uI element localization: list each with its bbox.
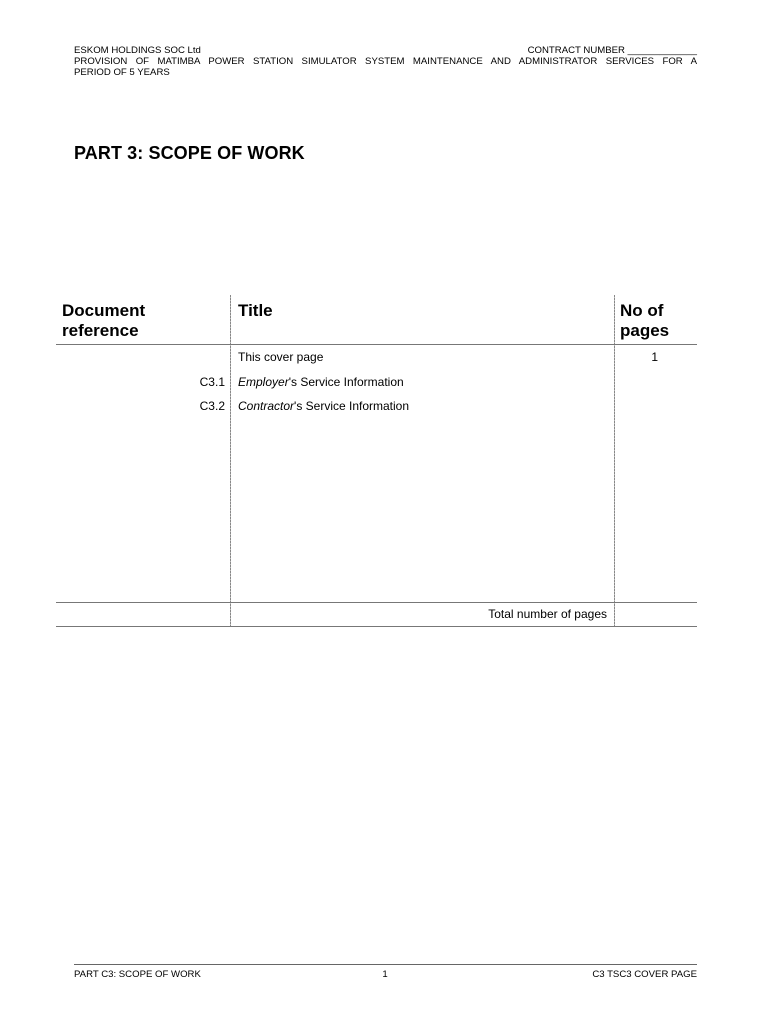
table-header-rule [56, 344, 697, 345]
column-header-title: Title [238, 301, 273, 320]
table-bottom-rule [56, 626, 697, 627]
footer-right: C3 TSC3 COVER PAGE [592, 969, 697, 980]
total-pages-label: Total number of pages [488, 607, 607, 621]
footer-rule [74, 964, 697, 965]
column-header-no-of-pages [620, 301, 669, 341]
contract-number: CONTRACT NUMBER _____________ [527, 45, 697, 56]
row-3-title-text: 's Service Information [294, 399, 410, 413]
contract-description-line2: PERIOD OF 5 YEARS [74, 67, 170, 78]
row-2-title-italic: Employer [238, 375, 289, 389]
page-title: PART 3: SCOPE OF WORK [74, 143, 305, 163]
column-header-document-reference-line2: reference [62, 321, 139, 340]
column-header-document-reference [62, 301, 145, 341]
contract-description-line1: PROVISION OF MATIMBA POWER STATION SIMULATOR SYSTEM MAINTENANCE AND ADMINISTRATOR SERVICES FOR A [74, 56, 697, 67]
row-3-title [238, 399, 409, 413]
row-2-title-text: 's Service Information [288, 375, 404, 389]
company-name: ESKOM HOLDINGS SOC Ltd [74, 45, 201, 56]
row-3-title-italic: Contractor [238, 399, 295, 413]
page-number: 1 [382, 969, 388, 980]
table-total-top-rule [56, 602, 697, 603]
column-header-document-reference-line1: Document [62, 301, 146, 320]
row-2-title [238, 375, 404, 389]
row-1-title-text: This cover page [238, 350, 324, 364]
row-3-ref: C3.2 [199, 399, 225, 413]
footer-left: PART C3: SCOPE OF WORK [74, 969, 201, 980]
row-1-pages: 1 [651, 350, 658, 364]
row-1-title [238, 350, 323, 364]
column-header-no-of-pages-line1: No of [620, 301, 664, 320]
column-header-no-of-pages-line2: pages [620, 321, 670, 340]
row-2-ref: C3.1 [199, 375, 225, 389]
